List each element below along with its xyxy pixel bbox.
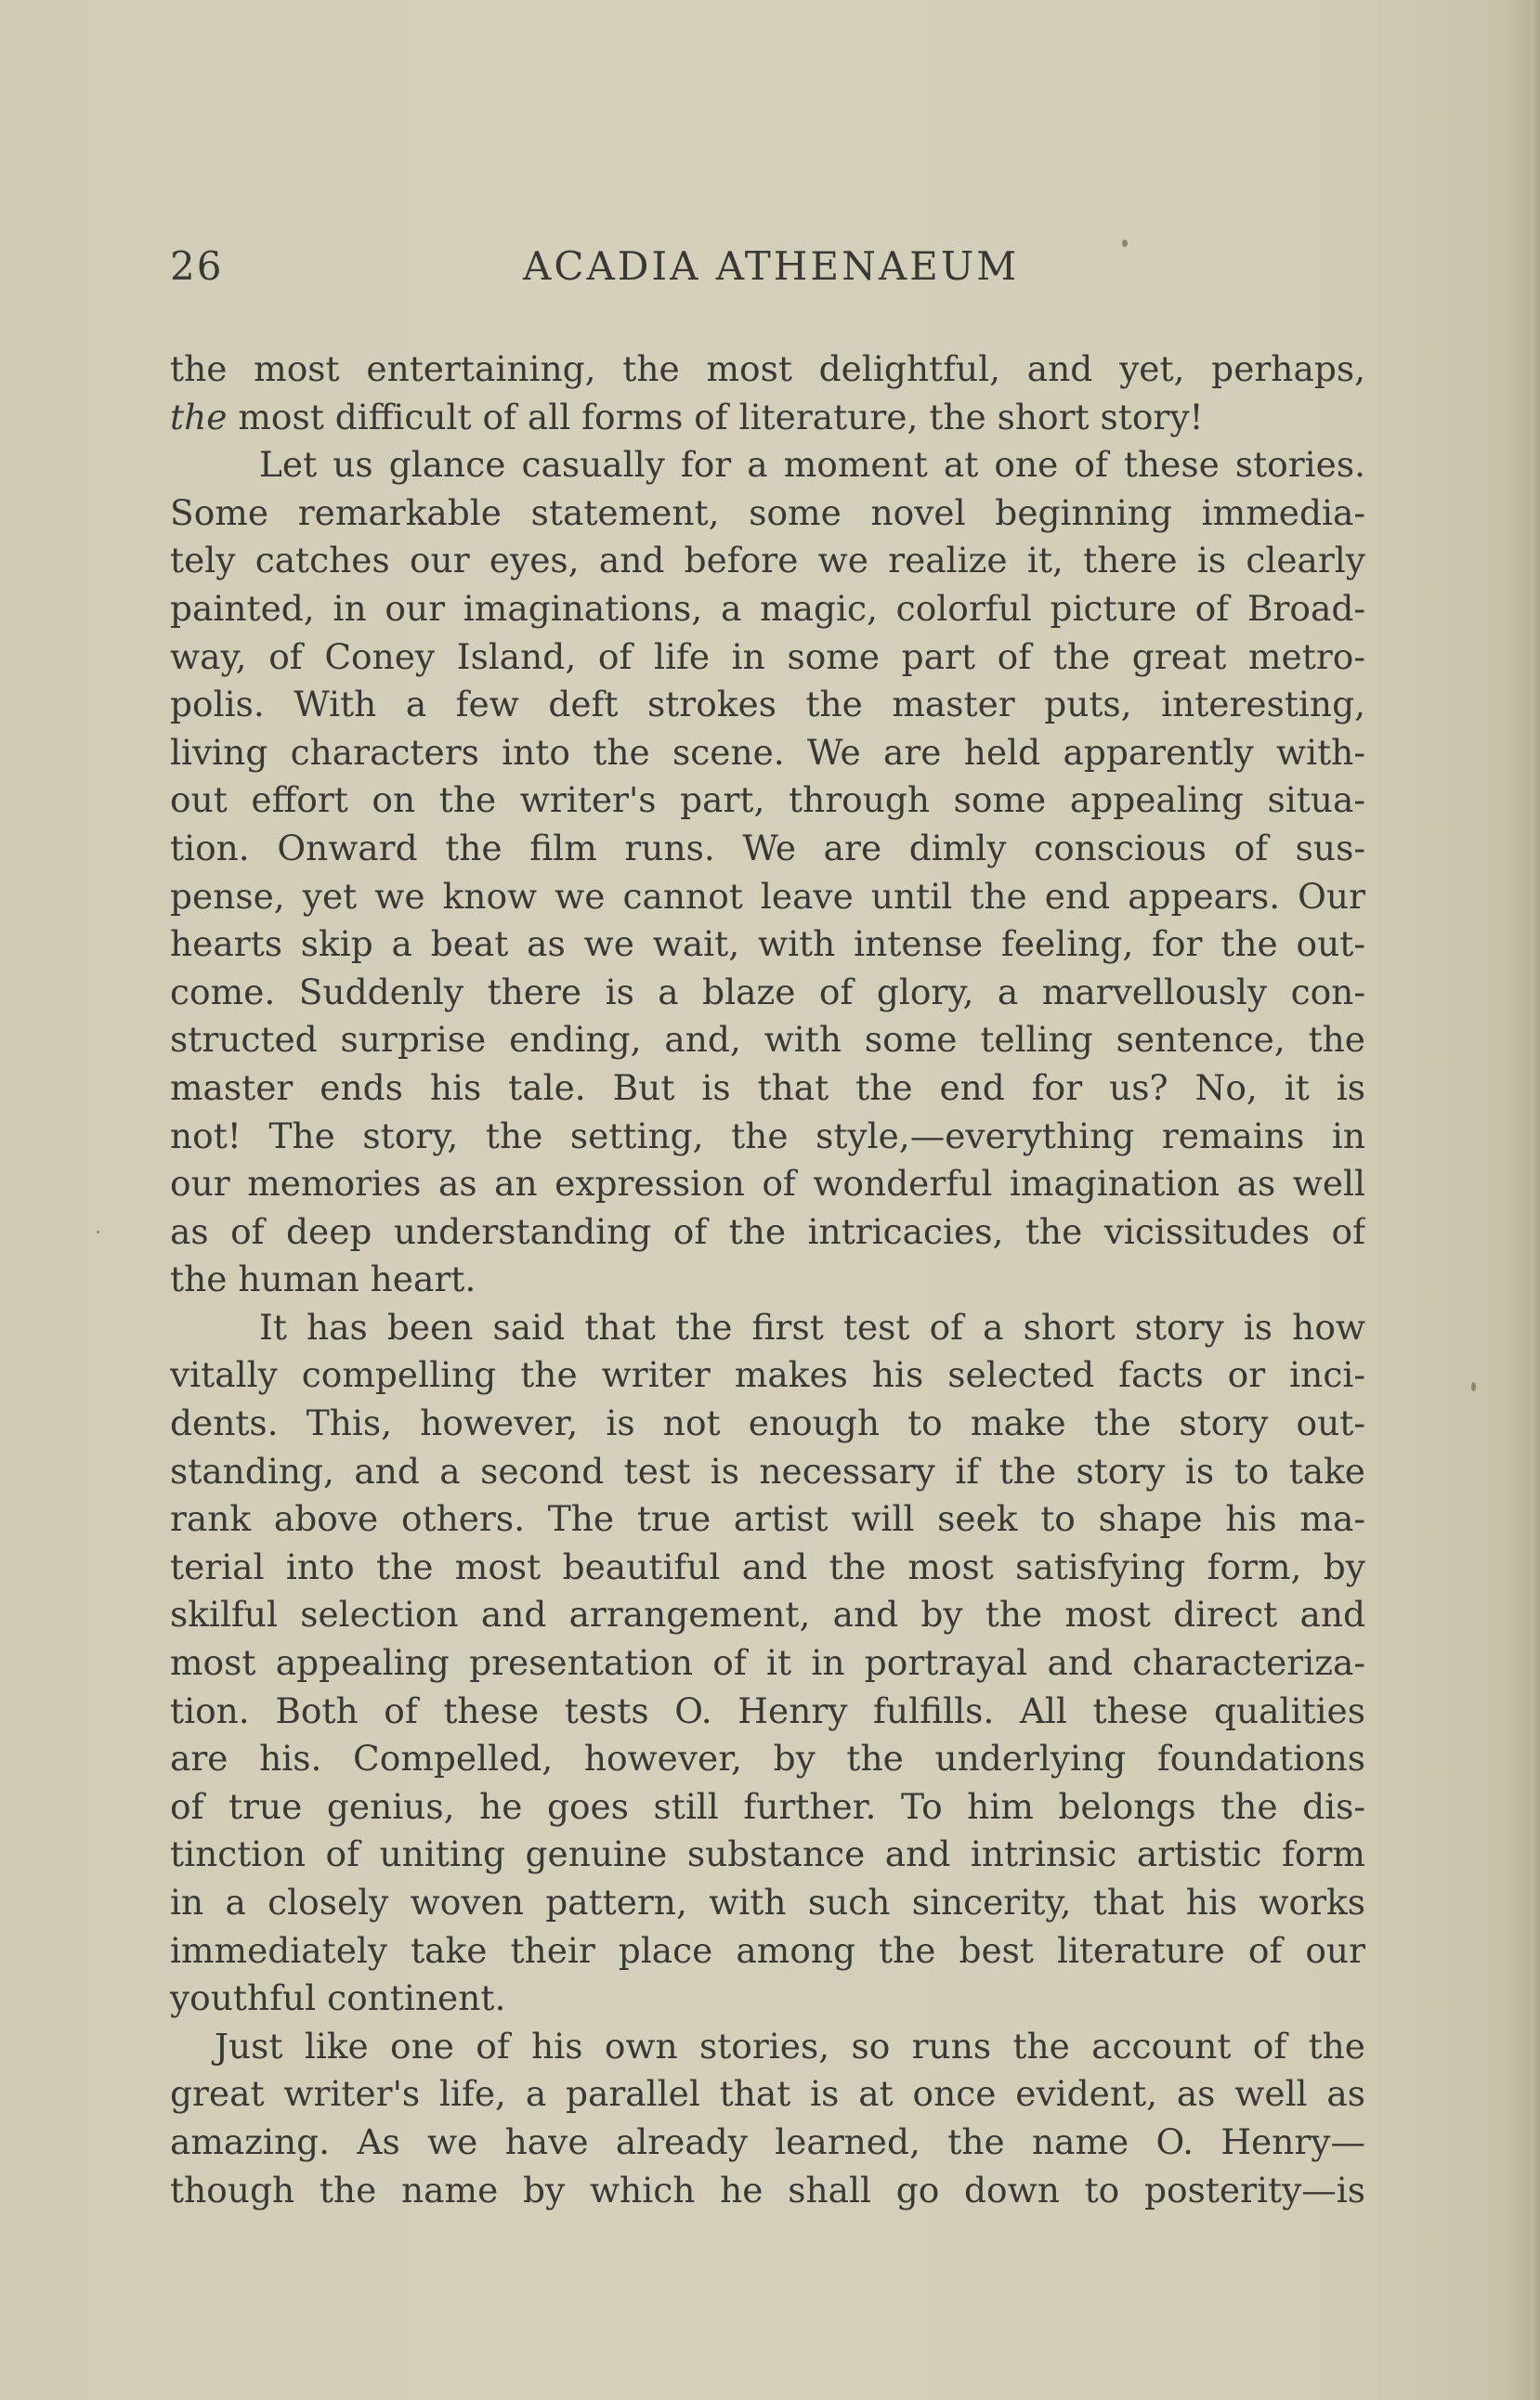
text-line: way, of Coney Island, of life in some part of the great metro- bbox=[170, 635, 1365, 677]
text-line: the most entertaining, the most delightful, and yet, perhaps, bbox=[170, 348, 1365, 389]
text-line: living characters into the scene. We are held apparently with- bbox=[170, 731, 1365, 773]
text-line: terial into the most beautiful and the most satisfying form, by bbox=[170, 1546, 1365, 1587]
text-line: It has been said that the first test of a short story is how bbox=[259, 1306, 1365, 1348]
paper-speck bbox=[1471, 1382, 1476, 1391]
text-line: tinction of uniting genuine substance and intrinsic artistic form bbox=[170, 1833, 1365, 1875]
text-line: tion. Onward the film runs. We are dimly conscious of sus- bbox=[170, 827, 1365, 868]
text-line: the most difficult of all forms of literature, the short story! bbox=[170, 396, 1204, 437]
text-line: though the name by which he shall go down to posterity—is bbox=[170, 2169, 1365, 2211]
text-line: amazing. As we have already learned, the name O. Henry— bbox=[170, 2120, 1365, 2162]
text-line: vitally compelling the writer makes his selected facts or inci- bbox=[170, 1354, 1365, 1396]
body-text bbox=[170, 346, 1365, 2214]
page-header bbox=[170, 243, 1365, 299]
text-line: come. Suddenly there is a blaze of glory, a marvellously con- bbox=[170, 971, 1365, 1012]
text-line: polis. With a few deft strokes the master puts, interesting, bbox=[170, 684, 1365, 725]
text-line: standing, and a second test is necessary if the story is to take bbox=[170, 1450, 1365, 1492]
running-title: ACADIA ATHENAEUM bbox=[523, 243, 1020, 289]
text-line: youthful continent. bbox=[170, 1977, 506, 2019]
text-line: immediately take their place among the best literature of our bbox=[170, 1929, 1365, 1971]
text-line: in a closely woven pattern, with such sincerity, that his works bbox=[170, 1882, 1365, 1923]
page-number: 26 bbox=[170, 243, 224, 289]
text-line: hearts skip a beat as we wait, with intense feeling, for the out- bbox=[170, 923, 1365, 965]
text-line: as of deep understanding of the intricacies, the vicissitudes of bbox=[170, 1210, 1365, 1252]
text-line: dents. This, however, is not enough to make the story out- bbox=[170, 1402, 1365, 1444]
text-line: master ends his tale. But is that the end for us? No, it is bbox=[170, 1066, 1365, 1108]
text-line: tion. Both of these tests O. Henry fulfills. All these qualities bbox=[170, 1689, 1365, 1731]
paper-speck bbox=[97, 1231, 99, 1233]
text-line: painted, in our imaginations, a magic, colorful picture of Broad- bbox=[170, 587, 1365, 629]
text-line: structed surprise ending, and, with some telling sentence, the bbox=[170, 1019, 1365, 1061]
text-line: pense, yet we know we cannot leave until the end appears. Our bbox=[170, 875, 1365, 917]
text-line: the human heart. bbox=[170, 1259, 476, 1300]
text-line: out effort on the writer's part, through some appealing situa- bbox=[170, 779, 1365, 821]
text-line: skilful selection and arrangement, and by the most direct and bbox=[170, 1594, 1365, 1636]
text-line: Some remarkable statement, some novel beginning immedia- bbox=[170, 491, 1365, 533]
text-line: Just like one of his own stories, so runs the account of the bbox=[215, 2025, 1365, 2067]
text-line: not! The story, the setting, the style,—everything remains in bbox=[170, 1115, 1365, 1156]
text-line: most appealing presentation of it in portrayal and characteriza- bbox=[170, 1642, 1365, 1684]
text-line: our memories as an expression of wonderful imagination as well bbox=[170, 1163, 1365, 1205]
text-line: tely catches our eyes, and before we realize it, there is clearly bbox=[170, 540, 1365, 581]
paper-speck bbox=[1122, 240, 1128, 247]
text-line: rank above others. The true artist will seek to shape his ma- bbox=[170, 1498, 1365, 1540]
text-line: of true genius, he goes still further. To him belongs the dis- bbox=[170, 1785, 1365, 1827]
text-line: great writer's life, a parallel that is at once evident, as well as bbox=[170, 2073, 1365, 2115]
text-line: are his. Compelled, however, by the underlying foundations bbox=[170, 1738, 1365, 1780]
page-edge-shadow bbox=[1531, 0, 1540, 2400]
italic-word: the bbox=[170, 396, 228, 437]
text-line: Let us glance casually for a moment at one of these stories. bbox=[259, 444, 1365, 486]
